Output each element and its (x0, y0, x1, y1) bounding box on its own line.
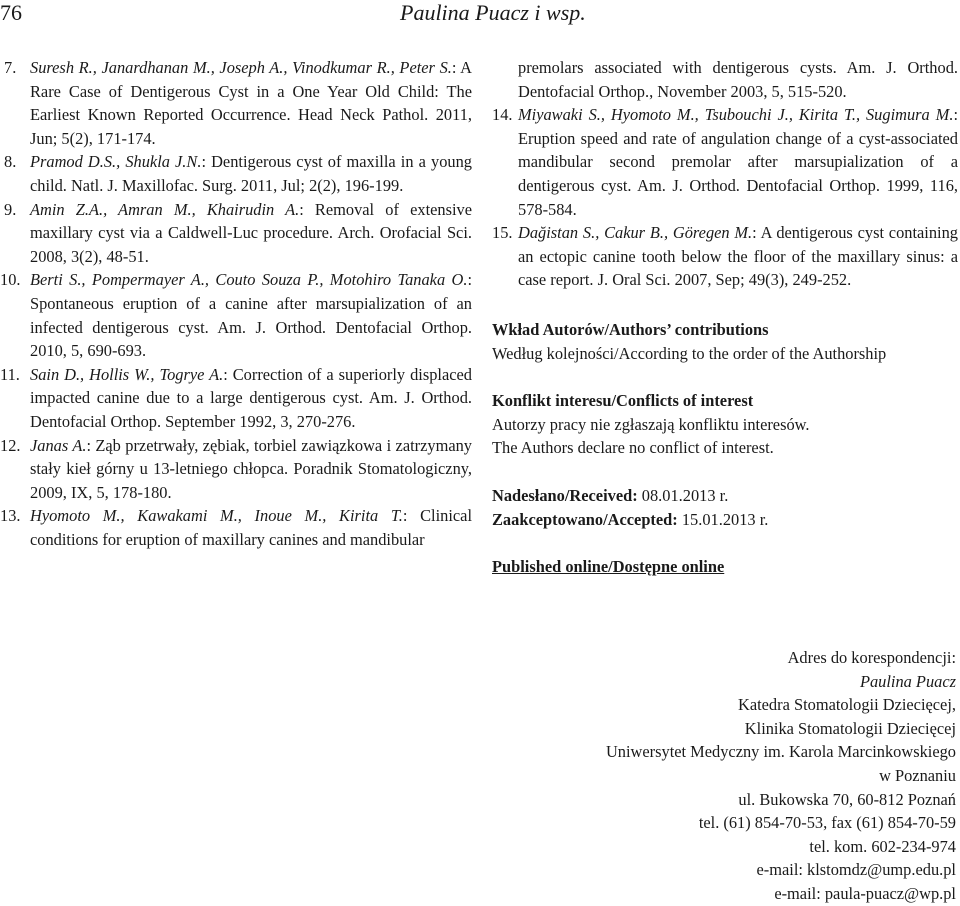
reference-number: 13. (0, 506, 21, 526)
reference-number: 8. (4, 152, 17, 172)
reference-item (0, 56, 472, 150)
received-date (492, 484, 958, 508)
dates-section (492, 484, 958, 531)
address-phone: tel. (61) 854-70-53, fax (61) 854-70-59 (698, 813, 956, 833)
address-line: Katedra Stomatologii Dziecięcej, (737, 695, 956, 715)
reference-number: 7. (4, 58, 17, 77)
reference-number: 15. (492, 223, 513, 243)
reference-authors: Sain D., Hollis W., Togrye A. (30, 364, 224, 384)
published-online: Published online/Dostępne online (492, 557, 725, 577)
reference-item (0, 150, 472, 197)
reference-text: : Eruption speed and rate of angulation change of a cyst-associated mandibular second premolar after marsupialization of a dentigerous cyst. Am. J. Orthod. Dentofacial Orthop. 1999, 116, 578-584. (518, 105, 958, 219)
published-section (492, 555, 958, 579)
reference-number: 14. (492, 105, 513, 125)
received-label: Nadesłano/Received: (492, 485, 638, 505)
conflict-section (492, 389, 958, 460)
conflict-text-en: The Authors declare no conflict of interest. (492, 438, 774, 458)
reference-authors: Suresh R., Janardhanan M., Joseph A., Vinodkumar R., Peter S. (30, 58, 452, 77)
reference-item (0, 363, 472, 434)
reference-continuation (492, 56, 958, 103)
reference-text: : Dentigerous cyst of maxilla in a young child. Natl. J. Maxillofac. Surg. 2011, Jul; 2(2), 196-199. (30, 152, 472, 195)
address-mobile: tel. kom. 602-234-974 (809, 836, 956, 856)
running-head: Paulina Puacz i wsp. (400, 0, 586, 25)
contributions-text: Według kolejności/According to the order of the Authorship (492, 343, 887, 363)
reference-authors: Hyomoto M., Kawakami M., Inoue M., Kirita T. (30, 506, 403, 526)
reference-authors: Janas A. (30, 435, 87, 455)
reference-number: 11. (0, 364, 20, 384)
address-line: ul. Bukowska 70, 60-812 Poznań (738, 789, 956, 809)
conflict-heading: Konflikt interesu/Conflicts of interest (492, 391, 754, 411)
address-line: Uniwersytet Medyczny im. Karola Marcinkowskiego (605, 742, 956, 762)
contributions-heading: Wkład Autorów/Authors’ contributions (492, 319, 769, 339)
page-number: 76 (0, 0, 22, 25)
reference-authors: Pramod D.S., Shukla J.N. (30, 152, 202, 172)
address-line: Klinika Stomatologii Dziecięcej (744, 718, 956, 738)
accepted-label: Zaakceptowano/Accepted: (492, 509, 678, 529)
address-name: Paulina Puacz (859, 671, 956, 691)
reference-number: 10. (0, 270, 21, 290)
reference-item (492, 221, 958, 292)
reference-authors: Berti S., Pompermayer A., Couto Souza P., Motohiro Tanaka O. (30, 270, 468, 290)
reference-list (492, 56, 958, 292)
reference-text: : Removal of extensive maxillary cyst via a Caldwell-Luc procedure. Arch. Orofacial Sci. 2008, 3(2), 48-51. (30, 199, 472, 266)
reference-text: premolars associated with dentigerous cysts. Am. J. Orthod. Dentofacial Orthop., November 2003, 5, 515-520. (518, 58, 958, 101)
reference-item (492, 103, 958, 221)
reference-text: : A Rare Case of Dentigerous Cyst in a One Year Old Child: The Earliest Known Reported Occurrence. Head Neck Pathol. 2011, Jun; 5(2), 171-174. (30, 58, 473, 148)
reference-authors: Amin Z.A., Amran M., Khairudin A. (30, 199, 300, 219)
contributions-section (492, 318, 958, 365)
reference-item (0, 504, 472, 551)
references-left-column (0, 56, 472, 551)
address-label: Adres do korespondencji: (787, 648, 956, 667)
reference-authors: Dağistan S., Cakur B., Göregen M. (518, 223, 753, 243)
reference-authors: Miyawaki S., Hyomoto M., Tsubouchi J., Kirita T., Sugimura M. (518, 105, 954, 125)
reference-item (0, 268, 472, 362)
reference-list (0, 56, 472, 551)
reference-text: : A dentigerous cyst containing an ectopic canine tooth below the floor of the maxillary sinus: a case report. J. Oral Sci. 2007, Sep; 49(3), 249-252. (518, 223, 958, 290)
reference-item (0, 434, 472, 505)
reference-text: : Clinical conditions for eruption of maxillary canines and mandibular (30, 506, 473, 549)
address-line: w Poznaniu (879, 765, 956, 785)
reference-number: 9. (4, 199, 17, 219)
address-email-department: e-mail: klstomdz@ump.edu.pl (756, 860, 956, 880)
reference-text: : Spontaneous eruption of a canine after marsupialization of an infected dentigerous cyst. Am. J. Orthod. Dentofacial Orthop. 2010, 5, 690-693. (30, 270, 472, 361)
accepted-value: 15.01.2013 r. (677, 509, 769, 529)
accepted-date (492, 508, 958, 532)
references-right-column (492, 56, 958, 579)
received-value: 08.01.2013 r. (637, 485, 729, 505)
reference-item (0, 198, 472, 269)
reference-text: : Ząb przetrwały, zębiak, torbiel zawiązkowa i zatrzymany stały kieł górny u 13-letniego chłopca. Poradnik Stomatologiczny, 2009, IX, 5, 178-180. (30, 435, 472, 502)
address-email-personal: e-mail: paula-puacz@wp.pl (774, 883, 956, 903)
reference-number: 12. (0, 435, 21, 455)
correspondence-address (516, 646, 956, 906)
conflict-text-pl: Autorzy pracy nie zgłaszają konfliktu interesów. (492, 414, 810, 434)
reference-text: : Correction of a superiorly displaced impacted canine due to a large dentigerous cyst. Am. J. Orthod. Dentofacial Orthop. September 1992, 3, 270-276. (30, 364, 472, 431)
